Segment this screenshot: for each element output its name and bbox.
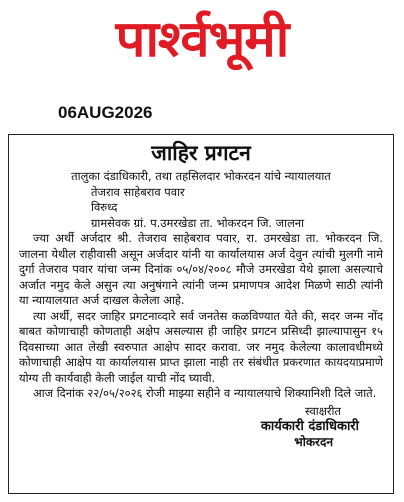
court-line: तालुका दंडाधिकारी, तथा तहसिलदार भोकरदन यांचे न्यायालयात: [71, 169, 331, 183]
notice-paragraph-2: त्या अर्थी, सदर जाहिर प्रगटनाव्दारे सर्व जनतेस कळविण्यात येते की, सदर जन्म नोंद बाबत कोणाचाही कोणताही अक्षेप असल्यास ही जाहिर प्रगटन प्रसिध्दी झाल्यापासुन १५ दिवसाच्या आत लेखी स्वरुपात आक्षेप सादर करावा. जर नमुद केलेल्या कालावधीमध्ये कोणाचाही आक्षेप या कार्यालयास प्राप्त झाला नाही तर संबंधीत प्रकरणात कायदयाप्रमाणे योग्य ती कार्यवाही केली जाईल याची नोंद घ्यावी.: [19, 308, 383, 385]
versus-label: विरुध्द: [91, 200, 118, 214]
notice-paragraph-1: ज्या अर्थी अर्जदार श्री. तेजराव साहेबराव पवार, रा. उमरखेडा ता. भोकरदन जि. जालना येथील राहीवासी असून अर्जदार यांनी या कार्यालयास अर्ज देवुन त्यांची मुलगी नामे दुर्गा तेजराव पवार यांचा जन्म दिनांक ०५/०४/२००८ मौजे उमरखेडा येथे झाला असल्याचे अर्जात नमुद केले असुन त्या अनुषंगाने त्यांनी जन्म प्रमाणपत्र आदेश मिळणे साठी त्यांनी या न्यायालयात अर्ज दाखल केलेला आहे.: [19, 231, 383, 307]
publication-date: 06AUG2026: [58, 103, 153, 122]
applicant-name: तेजराव साहेबराव पवार: [91, 184, 185, 199]
masthead: [0, 0, 404, 96]
signatory-place: भोकरदन: [294, 435, 333, 449]
signature-label: स्वाक्षरीत: [305, 403, 341, 418]
signatory-title: कार्यकारी दंडाधिकारी: [260, 419, 359, 434]
newspaper-logo: पार्श्वभूमी: [115, 10, 289, 68]
notice-title: जाहिर प्रगटन: [151, 141, 251, 165]
notice-paragraph-3: आज दिनांक २२/०५/२०२६ रोजी माझ्या सहीने व न्यायालयाचे शिक्यानिशी दिले जाते.: [33, 386, 377, 400]
respondent-name: ग्रामसेवक ग्रां. प.उमरखेडा ता. भोकरदन जि. जालना: [91, 215, 305, 230]
public-notice: [8, 134, 394, 494]
